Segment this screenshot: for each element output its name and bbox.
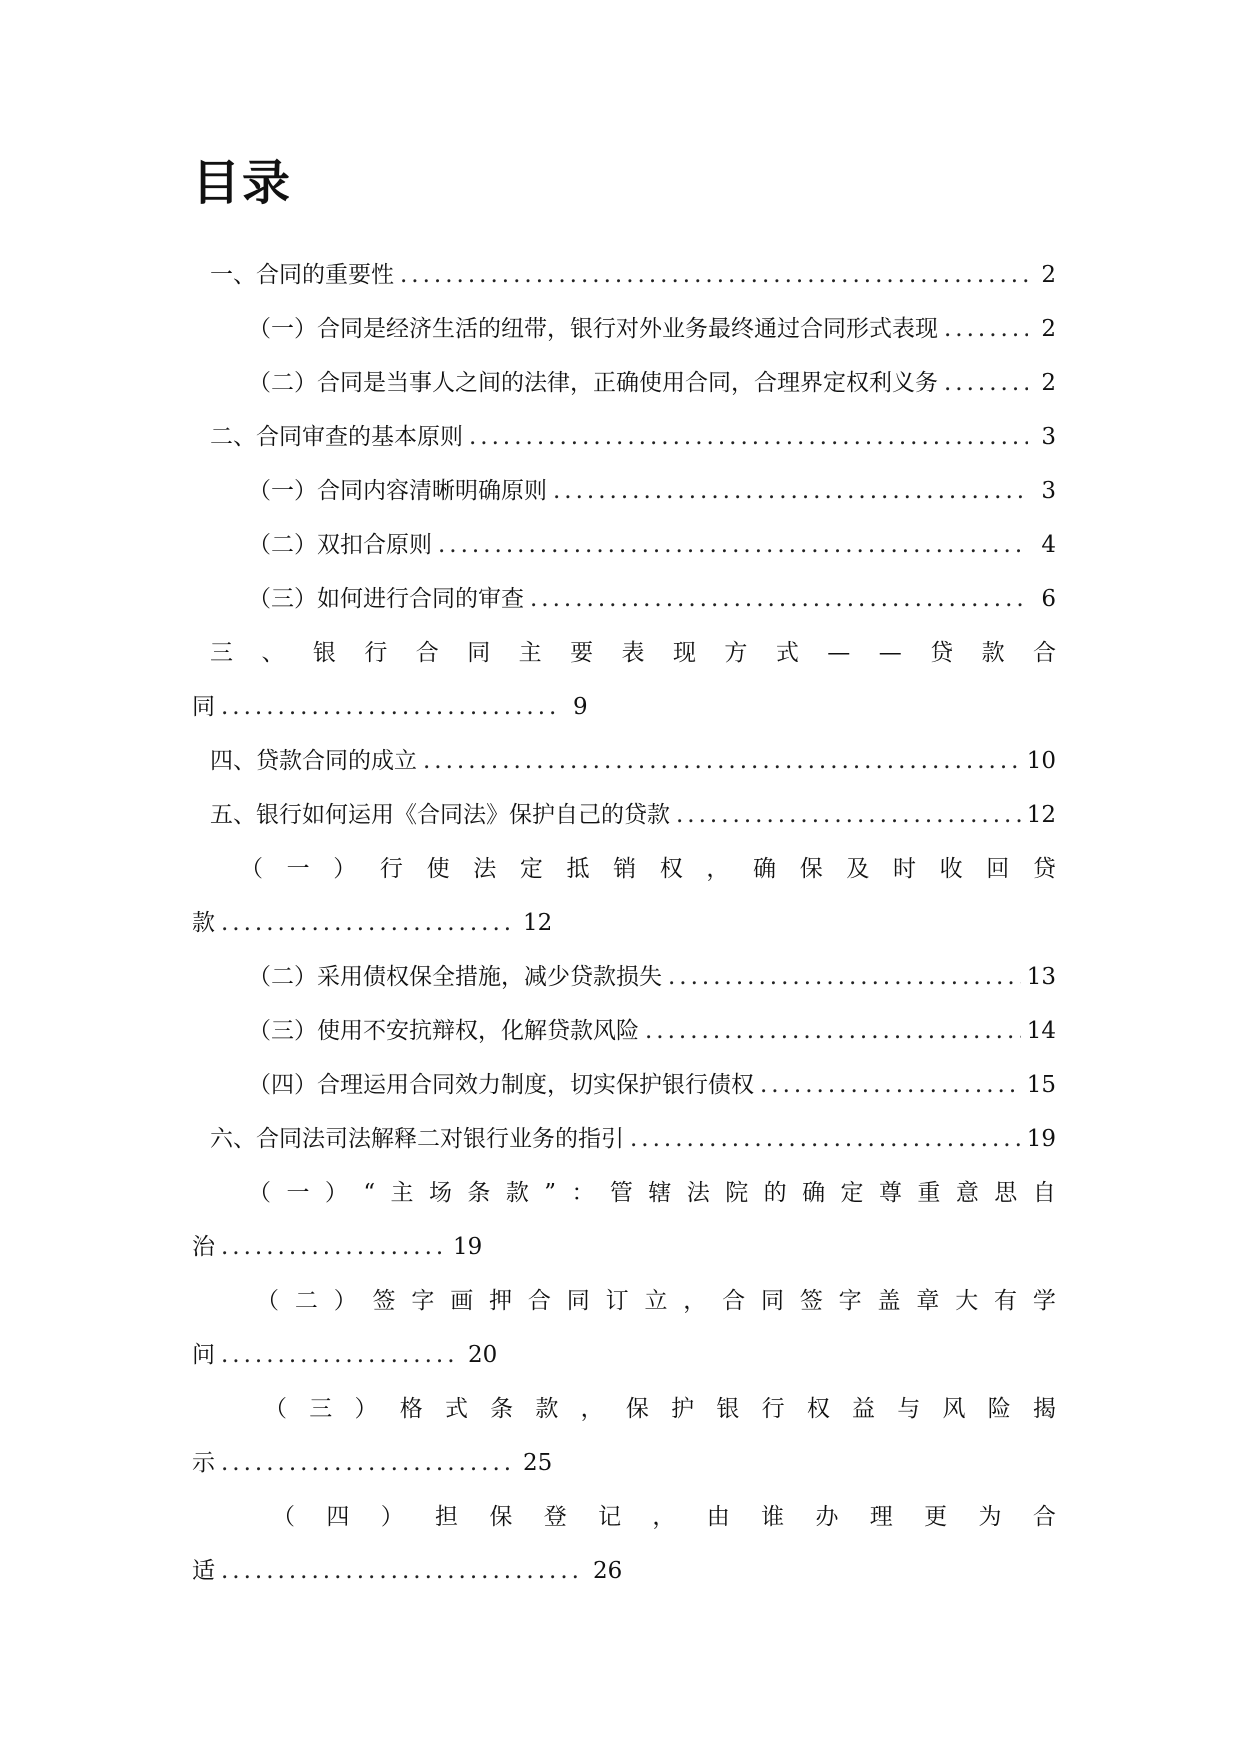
toc-entry-char: 法 — [473, 856, 497, 882]
toc-entry-char: 一 — [286, 1180, 310, 1206]
toc-page-number: 12 — [523, 910, 553, 936]
toc-entry-text: 一、合同的重要性 — [210, 262, 394, 288]
toc-entry-text: 二、合同审查的基本原则 — [210, 424, 463, 450]
toc-entry-char: — — [878, 640, 902, 666]
toc-entry[interactable] — [192, 248, 1056, 302]
leader-dots — [400, 248, 1028, 302]
toc-entry-text: （二）合同是当事人之间的法律，正确使用合同，合理界定权利义务 — [248, 370, 938, 396]
toc-entry-char: 章 — [916, 1288, 940, 1314]
toc-entry-char: 风 — [942, 1396, 966, 1422]
toc-entry-char: 款 — [505, 1180, 529, 1206]
toc-entry-char: 表 — [621, 640, 645, 666]
toc-entry-char: 条 — [490, 1396, 514, 1422]
toc-page-number: 19 — [1026, 1126, 1056, 1152]
toc-entry-char: 行 — [364, 640, 388, 666]
toc-entry[interactable] — [192, 1058, 1056, 1112]
toc-entry-text: 五、银行如何运用《合同法》保护自己的贷款 — [210, 802, 670, 828]
leader-dots — [944, 302, 1028, 356]
toc-entry-char: 管 — [609, 1180, 633, 1206]
toc-entry-text — [192, 842, 1056, 896]
toc-entry-char: 定 — [840, 1180, 864, 1206]
toc-entry-char: 收 — [939, 856, 963, 882]
toc-entry-char: ） — [380, 1504, 404, 1530]
toc-entry-char: 为 — [978, 1504, 1002, 1530]
toc-entry-text — [192, 1274, 1056, 1328]
toc-entry-char: 学 — [1032, 1288, 1056, 1314]
toc-entry-char: 保 — [799, 856, 823, 882]
toc-entry-char: 订 — [605, 1288, 629, 1314]
toc-entry-text-tail: 同 — [192, 694, 215, 720]
toc-entry-char: 现 — [672, 640, 696, 666]
toc-page-number: 25 — [523, 1450, 553, 1476]
table-of-contents — [192, 248, 1056, 1598]
toc-entry-text: （二）双扣合原则 — [248, 532, 432, 558]
toc-entry-char: 确 — [753, 856, 777, 882]
toc-page-number: 19 — [453, 1234, 483, 1260]
toc-entry-char: 行 — [761, 1396, 785, 1422]
toc-entry-char: 同 — [467, 640, 491, 666]
toc-entry-char: 登 — [543, 1504, 567, 1530]
toc-entry-char: 字 — [411, 1288, 435, 1314]
leader-dots — [668, 950, 1021, 1004]
toc-entry-char: 一 — [286, 856, 310, 882]
leader-dots — [630, 1112, 1021, 1166]
toc-page-number: 3 — [1041, 478, 1056, 504]
toc-entry[interactable] — [192, 356, 1056, 410]
toc-entry-text: （三）如何进行合同的审查 — [248, 586, 524, 612]
toc-entry-char: ， — [652, 1504, 676, 1530]
toc-entry-char: 签 — [799, 1288, 823, 1314]
toc-entry-char: 法 — [686, 1180, 710, 1206]
toc-entry-char: （ — [272, 1504, 295, 1530]
toc-entry-char: 签 — [372, 1288, 396, 1314]
toc-entry-char: 方 — [724, 640, 748, 666]
toc-entry-char: 式 — [444, 1396, 468, 1422]
toc-entry-char: 院 — [725, 1180, 749, 1206]
leader-dots — [676, 788, 1021, 842]
toc-page-number: 2 — [1041, 370, 1056, 396]
toc-entry[interactable] — [192, 464, 1056, 518]
toc-entry-char: 、 — [261, 640, 285, 666]
leader-dots — [423, 734, 1021, 788]
toc-entry-char: 式 — [775, 640, 799, 666]
toc-entry-char: 款 — [981, 640, 1005, 666]
toc-entry-char: ： — [571, 1180, 595, 1206]
toc-entry-char: 有 — [994, 1288, 1018, 1314]
toc-entry-char: 款 — [535, 1396, 559, 1422]
toc-page-number: 2 — [1041, 316, 1056, 342]
leader-dots — [221, 896, 511, 950]
toc-entry-char: 三 — [309, 1396, 333, 1422]
toc-entry-char: 权 — [659, 856, 683, 882]
toc-page-number: 15 — [1026, 1072, 1056, 1098]
toc-entry-char: 尊 — [878, 1180, 902, 1206]
toc-entry-char: 二 — [294, 1288, 318, 1314]
toc-entry[interactable] — [192, 572, 1056, 626]
toc-entry-char: 办 — [815, 1504, 839, 1530]
toc-entry-char: 格 — [399, 1396, 423, 1422]
toc-entry-text: 六、合同法司法解释二对银行业务的指引 — [210, 1126, 624, 1152]
toc-entry-char: 场 — [428, 1180, 452, 1206]
leader-dots — [221, 1544, 581, 1598]
leader-dots — [760, 1058, 1021, 1112]
toc-entry[interactable] — [192, 734, 1056, 788]
toc-entry-text-tail: 问 — [192, 1342, 215, 1368]
toc-entry-char: ） — [333, 1288, 357, 1314]
leader-dots — [221, 1220, 441, 1274]
toc-entry-char: 益 — [852, 1396, 876, 1422]
toc-entry-text: （一）合同内容清晰明确原则 — [248, 478, 547, 504]
toc-entry-char: 行 — [379, 856, 403, 882]
toc-entry-char: 四 — [326, 1504, 350, 1530]
toc-entry-char: 主 — [390, 1180, 414, 1206]
toc-entry-char: 押 — [489, 1288, 513, 1314]
toc-entry-char: 保 — [625, 1396, 649, 1422]
toc-entry-wrapped[interactable] — [192, 842, 1056, 950]
leader-dots — [221, 1328, 456, 1382]
toc-entry-char: 盖 — [877, 1288, 901, 1314]
toc-entry-char: （ — [256, 1288, 279, 1314]
toc-entry[interactable] — [192, 788, 1056, 842]
toc-entry-text-tail: 治 — [192, 1234, 215, 1260]
toc-page-number: 13 — [1026, 964, 1056, 990]
leader-dots — [645, 1004, 1021, 1058]
toc-page-number: 9 — [573, 694, 588, 720]
toc-entry-text: （三）使用不安抗辩权，化解贷款风险 — [248, 1018, 639, 1044]
toc-page-number: 2 — [1041, 262, 1056, 288]
toc-entry-char: 贷 — [930, 640, 954, 666]
toc-entry-char: 主 — [518, 640, 542, 666]
toc-entry-char: ） — [354, 1396, 378, 1422]
toc-entry-char: 合 — [527, 1288, 551, 1314]
toc-entry[interactable] — [192, 950, 1056, 1004]
toc-entry-char: 同 — [566, 1288, 590, 1314]
toc-entry-char: 确 — [802, 1180, 826, 1206]
toc-entry-char: ） — [324, 1180, 348, 1206]
toc-entry-char: 险 — [987, 1396, 1011, 1422]
toc-entry-char: 记 — [598, 1504, 622, 1530]
toc-entry-char: 三 — [210, 640, 233, 666]
toc-entry-char: 要 — [570, 640, 594, 666]
toc-entry-char: 谁 — [761, 1504, 785, 1530]
toc-entry-text — [192, 626, 1056, 680]
toc-entry-wrapped[interactable] — [192, 626, 1056, 734]
leader-dots — [944, 356, 1028, 410]
toc-entry[interactable] — [192, 302, 1056, 356]
toc-entry-char: 立 — [644, 1288, 668, 1314]
toc-page-number: 10 — [1026, 748, 1056, 774]
toc-entry-char: 由 — [706, 1504, 730, 1530]
toc-entry-text: （一）合同是经济生活的纽带，银行对外业务最终通过合同形式表现 — [248, 316, 938, 342]
toc-entry-char: 使 — [426, 856, 450, 882]
toc-entry-char: ， — [706, 856, 730, 882]
toc-entry-char: 理 — [869, 1504, 893, 1530]
toc-entry-char: 担 — [435, 1504, 459, 1530]
toc-entry-char: 护 — [671, 1396, 695, 1422]
toc-entry-char: 意 — [955, 1180, 979, 1206]
toc-entry-wrapped[interactable] — [192, 1166, 1056, 1274]
toc-entry-text — [192, 1490, 1056, 1544]
toc-entry-char: 同 — [760, 1288, 784, 1314]
toc-entry-char: 辖 — [648, 1180, 672, 1206]
toc-entry-text: 四、贷款合同的成立 — [210, 748, 417, 774]
toc-entry-char: 思 — [994, 1180, 1018, 1206]
toc-entry-char: 回 — [986, 856, 1010, 882]
toc-entry-text-tail: 款 — [192, 910, 215, 936]
toc-entry-char: “ — [363, 1180, 376, 1206]
toc-entry-char: 更 — [924, 1504, 948, 1530]
toc-page-number: 20 — [468, 1342, 498, 1368]
toc-entry-char: 贷 — [1032, 856, 1056, 882]
toc-entry-char: 及 — [846, 856, 870, 882]
toc-entry-char: 定 — [519, 856, 543, 882]
toc-entry-char: 保 — [489, 1504, 513, 1530]
toc-entry-char: （ — [248, 1180, 271, 1206]
toc-entry-char: ， — [683, 1288, 707, 1314]
toc-entry-char: — — [827, 640, 851, 666]
toc-entry-char: 画 — [450, 1288, 474, 1314]
toc-entry-char: 抵 — [566, 856, 590, 882]
toc-entry-char: 条 — [467, 1180, 491, 1206]
toc-entry-text-tail: 适 — [192, 1558, 215, 1584]
leader-dots — [221, 680, 561, 734]
leader-dots — [530, 572, 1028, 626]
toc-entry-char: 大 — [955, 1288, 979, 1314]
toc-entry-char: 的 — [763, 1180, 787, 1206]
toc-entry-char: 银 — [716, 1396, 740, 1422]
toc-entry-text: （四）合理运用合同效力制度，切实保护银行债权 — [248, 1072, 754, 1098]
toc-entry-char: （ — [240, 856, 263, 882]
toc-page-number: 12 — [1026, 802, 1056, 828]
toc-entry-char: （ — [264, 1396, 287, 1422]
toc-entry[interactable] — [192, 410, 1056, 464]
toc-entry-text — [192, 1166, 1056, 1220]
toc-entry-text: （二）采用债权保全措施，减少贷款损失 — [248, 964, 662, 990]
toc-entry-text — [192, 1382, 1056, 1436]
toc-title: 目录 — [192, 155, 293, 211]
toc-entry-char: ” — [544, 1180, 557, 1206]
toc-page-number: 6 — [1041, 586, 1056, 612]
toc-page-number: 3 — [1041, 424, 1056, 450]
toc-entry-char: 重 — [917, 1180, 941, 1206]
toc-entry-char: 自 — [1032, 1180, 1056, 1206]
toc-entry-text-tail: 示 — [192, 1450, 215, 1476]
toc-entry[interactable] — [192, 1004, 1056, 1058]
toc-entry-char: 与 — [897, 1396, 921, 1422]
toc-entry-wrapped[interactable] — [192, 1274, 1056, 1382]
toc-entry-char: 销 — [613, 856, 637, 882]
leader-dots — [553, 464, 1028, 518]
toc-entry[interactable] — [192, 1112, 1056, 1166]
leader-dots — [438, 518, 1028, 572]
toc-entry-wrapped[interactable] — [192, 1490, 1056, 1598]
toc-page-number: 14 — [1026, 1018, 1056, 1044]
toc-entry-char: 合 — [1033, 640, 1056, 666]
toc-entry-char: 合 — [415, 640, 439, 666]
toc-entry-char: 权 — [806, 1396, 830, 1422]
leader-dots — [469, 410, 1028, 464]
toc-entry-char: 银 — [312, 640, 336, 666]
toc-entry-char: ） — [333, 856, 357, 882]
toc-entry-char: 揭 — [1032, 1396, 1056, 1422]
toc-entry-wrapped[interactable] — [192, 1382, 1056, 1490]
toc-entry[interactable] — [192, 518, 1056, 572]
toc-entry-char: 合 — [1032, 1504, 1056, 1530]
toc-entry-char: 时 — [892, 856, 916, 882]
toc-page-number: 26 — [593, 1558, 623, 1584]
toc-entry-char: ， — [580, 1396, 604, 1422]
toc-entry-char: 字 — [838, 1288, 862, 1314]
toc-page-number: 4 — [1041, 532, 1056, 558]
toc-entry-char: 合 — [722, 1288, 746, 1314]
leader-dots — [221, 1436, 511, 1490]
